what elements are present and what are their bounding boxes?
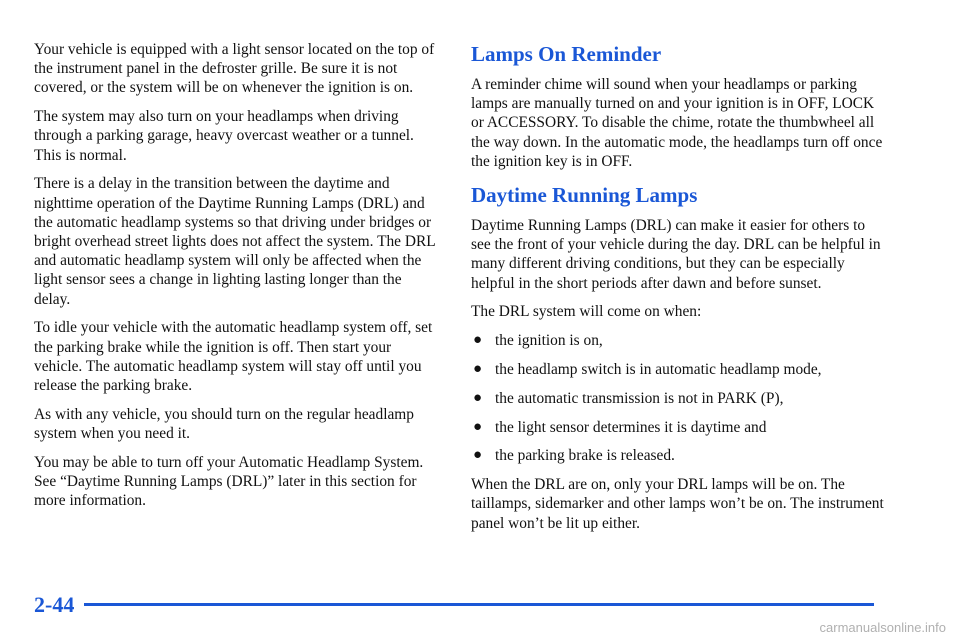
paragraph-drl-intro: Daytime Running Lamps (DRL) can make it easier for others to see the front of your vehicle during the day. DRL can be helpful in many different driving conditions, but they can be especially helpful in the short periods after dawn and before sunset. <box>471 217 881 292</box>
paragraph-transition-delay: There is a delay in the transition between the daytime and nighttime operation of the Daytime Running Lamps (DRL) and the automatic headlamp systems so that driving under bridges or bright overhead street lights does not affect the system. The DRL and automatic headlamp system will only be affected when the light sensor sees a change in lighting lasting longer than the delay. <box>34 175 436 308</box>
list-item <box>471 418 887 437</box>
paragraph-parking-garage: The system may also turn on your headlamps when driving through a parking garage, heavy overcast weather or a tunnel. This is normal. <box>34 108 414 164</box>
condition-text: the light sensor determines it is daytime and <box>495 418 767 436</box>
paragraph-idle-vehicle: To idle your vehicle with the automatic headlamp system off, set the parking brake while the ignition is off. Then start your vehicle. The automatic headlamp system will stay off until you release the parking brake. <box>34 319 433 395</box>
paragraph-turn-off-system: You may be able to turn off your Automatic Headlamp System. See “Daytime Running Lamps (DRL)” later in this section for more information. <box>34 453 424 510</box>
bullet-icon: ● <box>473 332 483 349</box>
paragraph-reminder-chime: A reminder chime will sound when your headlamps or parking lamps are manually turned on and your ignition is in OFF, LOCK or ACCESSORY. To disable the chime, rotate the thumbwheel all the way down. In the automatic mode, the headlamps turn off once the ignition key is in OFF. <box>471 76 883 170</box>
heading-lamps-on-reminder: Lamps On Reminder <box>471 42 662 66</box>
list-item <box>471 446 887 465</box>
footer-divider <box>84 603 874 606</box>
paragraph-regular-headlamps: As with any vehicle, you should turn on the regular headlamp system when you need it. <box>34 405 414 443</box>
list-item <box>471 360 887 379</box>
paragraph-drl-list-intro: The DRL system will come on when: <box>471 303 702 321</box>
watermark: carmanualsonline.info <box>819 620 946 635</box>
paragraph-light-sensor: Your vehicle is equipped with a light sensor located on the top of the instrument panel in the defroster grille. Be sure it is not covered, or the system will be on whenever the ignition is on. <box>34 41 435 97</box>
list-item <box>471 331 887 350</box>
list-item <box>471 389 887 408</box>
bullet-icon: ● <box>473 447 483 464</box>
condition-text: the parking brake is released. <box>495 447 675 465</box>
bullet-icon: ● <box>473 389 483 406</box>
drl-conditions-list <box>471 331 887 465</box>
bullet-icon: ● <box>473 418 483 435</box>
condition-text: the headlamp switch is in automatic headlamp mode, <box>495 361 822 379</box>
condition-text: the ignition is on, <box>495 332 603 350</box>
condition-text: the automatic transmission is not in PARK (P), <box>495 389 784 407</box>
right-column <box>471 40 887 542</box>
bullet-icon: ● <box>473 361 483 378</box>
paragraph-drl-closing: When the DRL are on, only your DRL lamps will be on. The taillamps, sidemarker and other lamps won’t be on. The instrument panel won’t be lit up either. <box>471 476 884 532</box>
left-column <box>34 40 438 520</box>
page-number: 2-44 <box>34 592 75 617</box>
heading-daytime-running-lamps: Daytime Running Lamps <box>471 183 698 208</box>
